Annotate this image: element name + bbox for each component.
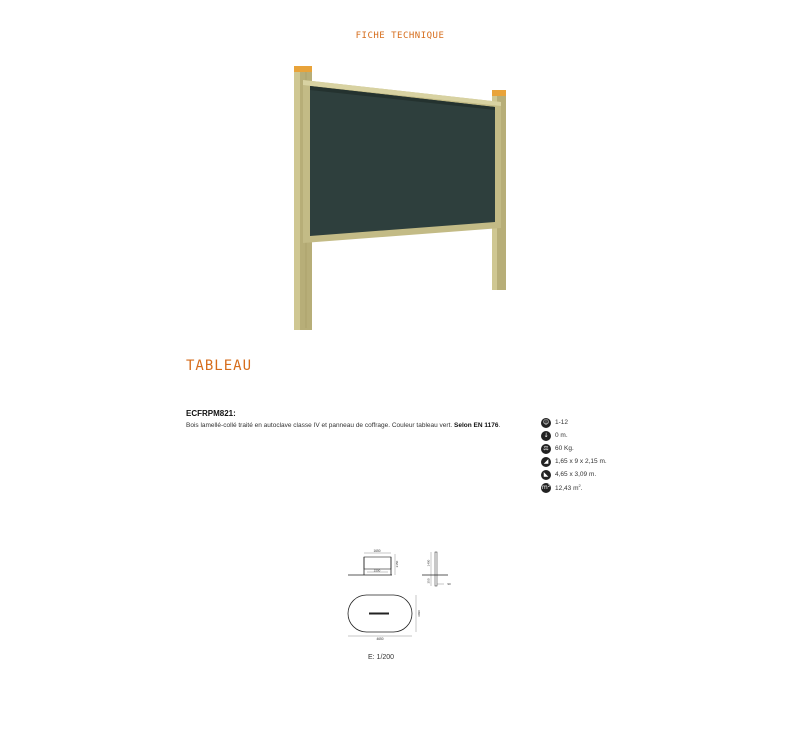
security-area-plan bbox=[348, 595, 421, 641]
product-reference: ECFRPM821: bbox=[186, 409, 236, 418]
spec-row-security-area: ◣ 4,65 x 3,09 m. bbox=[541, 468, 607, 481]
dim-inner-width: 1500 bbox=[373, 568, 381, 573]
weight-icon: ⚖ bbox=[541, 444, 551, 454]
side-view bbox=[422, 552, 451, 586]
blackboard-image bbox=[283, 62, 523, 334]
dim-ground-depth: 350 bbox=[426, 578, 431, 584]
technical-drawing bbox=[340, 548, 460, 648]
scale-label: E: 1/200 bbox=[368, 654, 395, 661]
page-title: FICHE TECHNIQUE bbox=[355, 31, 445, 41]
product-name: TABLEAU bbox=[186, 358, 253, 374]
dim-front-height: 2150 bbox=[395, 560, 399, 568]
spec-row-weight: ⚖ 60 Kg. bbox=[541, 442, 607, 455]
spec-row-surface: m² 12,43 $m^2$. bbox=[541, 482, 583, 493]
front-view bbox=[348, 549, 399, 575]
dim-area-depth: 3090 bbox=[417, 610, 421, 617]
surface-icon: m² bbox=[541, 483, 551, 491]
spec-row-fall-height: ↓ 0 m. bbox=[541, 429, 607, 442]
security-area-icon: ◣ bbox=[541, 470, 551, 480]
dim-front-width: 1650 bbox=[373, 549, 381, 553]
spec-row-users: ☺ 1-12 bbox=[542, 418, 569, 426]
chalkboard-surface bbox=[310, 86, 495, 236]
dim-area-width: 4650 bbox=[376, 637, 384, 641]
fall-height-icon: ↓ bbox=[541, 431, 551, 441]
dim-side-height: 1400 bbox=[426, 559, 431, 567]
dimensions-icon: ◢ bbox=[541, 457, 551, 467]
product-description: Bois lamellé-collé traité en autoclave classe IV et panneau de coffrage. Couleur tableau vert. Selon EN 1176. bbox=[186, 422, 501, 429]
spec-list bbox=[541, 416, 607, 494]
standard-label: Selon EN 1176 bbox=[454, 422, 499, 429]
spec-row-dimensions: ◢ 1,65 x 9 x 2,15 m. bbox=[541, 455, 607, 468]
users-icon: ☺ bbox=[542, 418, 550, 426]
dim-side-depth: 90 bbox=[447, 582, 451, 586]
